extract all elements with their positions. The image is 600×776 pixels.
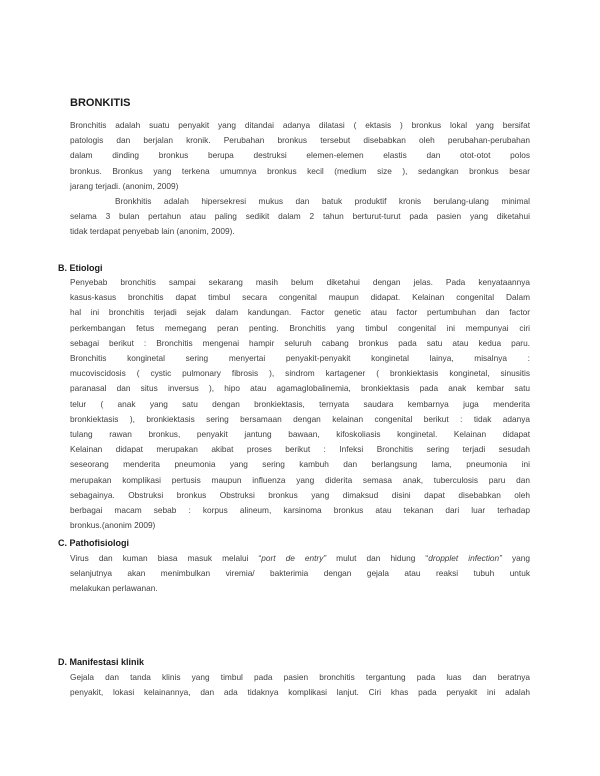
text-line: Gejala dan tanda klinis yang timbul pada pasien bronchitis tergantung pada luas dan beratnya <box>70 672 530 682</box>
text-line: sebagainya. Obstruksi bronkus Obstruksi bronkus yang dimaksud disini dapat disebabkan oleh <box>70 489 530 500</box>
text-line: perkembangan fetus memegang peran penting. Bronchitis yang timbul congenital ini mempunyai ciri <box>70 322 530 333</box>
text-line: selama 3 bulan pertahun atau paling sedikit dalam 2 tahun berturut-turut pada pasien yang diketahui <box>70 211 530 222</box>
text-line: bronkus. Bronkus yang terkena umumnya bronkus kecil (medium size ), sedangkan bronkus besar <box>70 165 530 176</box>
emphasis-port-de-entry: port de entry” <box>261 553 327 563</box>
page-title: BRONKITIS <box>70 97 131 109</box>
text-line: bronkiektasis ), bronkiektasis sering bersamaan dengan kelainan congenital berikut : tidak adanya <box>70 413 530 424</box>
text-line: sebagai berikut : Bronchitis mengenai hampir seluruh cabang bronkus pada satu atau kedua paru. <box>70 337 530 348</box>
text-line: Penyebab bronchitis sampai sekarang masih belum diketahui dengan jelas. Pada kenyataannya <box>70 277 530 287</box>
text-line: Bronchitis konginetal sering menyertai penyakit-penyakit konginetal lainya, misalnya : <box>70 353 530 364</box>
intro-paragraph-1 <box>70 118 530 194</box>
text-line: bronkus.(anonim 2009) <box>70 520 156 531</box>
text-line: berbagai macam sebab : korpus alineum, karsinoma bronkus atau tekanan dari luar terhadap <box>70 505 530 516</box>
text-line: Bronkhitis adalah hipersekresi mukus dan batuk produktif kronis berulang-ulang minimal <box>115 196 530 206</box>
section-heading-patofisiologi: C. Pathofisiologi <box>58 538 129 548</box>
emphasis-dropplet-infection: dropplet infection” <box>428 553 502 563</box>
text-line: merupakan komplikasi pertusis maupun influenza yang diderita semasa anak, tuberculosis paru dan <box>70 474 530 485</box>
text-line: penyakit, lokasi kelainannya, dan ada tidaknya komplikasi lanjut. Ciri khas pada penyakit ini adalah <box>70 687 530 698</box>
manifestasi-paragraph <box>70 670 530 700</box>
text-line: selanjutnya akan menimbulkan viremia/ bakterimia dengan gejala atau reaksi tubuh untuk <box>70 568 530 579</box>
text-segment: mulut dan hidung “ <box>326 553 429 563</box>
text-line: mucoviscidosis ( cystic pulmonary fibrosis ), sindrom kartagener ( bronkiektasis konginetal, sinusitis <box>70 368 530 379</box>
text-line: melakukan perlawanan. <box>70 583 158 594</box>
text-segment: yang <box>501 553 530 563</box>
text-line: Kelainan didapat merupakan akibat proses berikut : Infeksi Bronchitis sering terjadi sesudah <box>70 444 530 455</box>
section-heading-manifestasi: D. Manifestasi klinik <box>58 657 145 667</box>
intro-paragraph-2 <box>70 194 530 240</box>
text-line: paranasal dan situs inversus ), hipo atau agamaglobalinemia, bronkiektasis pada anak kembar satu <box>70 383 530 394</box>
text-line: hal ini bronchitis terjadi sejak dalam kandungan. Factor genetic atau factor pertumbuhan dan factor <box>70 307 530 318</box>
text-line: kasus-kasus bronchitis dapat timbul secara congenital maupun didapat. Kelainan congenital Dalam <box>70 292 530 303</box>
text-line: tulang rawan bronkus, penyakit jantung bawaan, kifoskoliasis konginetal. Kelainan didapat <box>70 429 530 440</box>
patofisiologi-paragraph <box>70 551 530 597</box>
text-line: dalam dinding bronkus berupa destruksi elemen-elemen elastis dan otot-otot polos <box>70 150 530 161</box>
text-segment: Virus dan kuman biasa masuk melalui “ <box>70 553 262 563</box>
text-line: jarang terjadi. (anonim, 2009) <box>70 180 179 191</box>
text-line: tidak terdapat penyebab lain (anonim, 2009). <box>70 226 235 237</box>
etiologi-paragraph <box>70 275 530 533</box>
text-line: telur ( anak yang satu dengan bronkiektasis, ternyata saudara kembarnya juga menderita <box>70 398 530 409</box>
text-line: Bronchitis adalah suatu penyakit yang ditandai adanya dilatasi ( ektasis ) bronkus lokal yang bersifat <box>70 120 530 130</box>
section-heading-etiologi: B. Etiologi <box>58 263 103 273</box>
text-line: patologis dan berjalan kronik. Perubahan bronkus tersebut disebabkan oleh perubahan-perubahan <box>70 135 530 146</box>
text-line: seseorang menderita pneumonia yang sering kambuh dan berlangsung lama, pneumonia ini <box>70 459 530 470</box>
text-line <box>70 551 530 566</box>
